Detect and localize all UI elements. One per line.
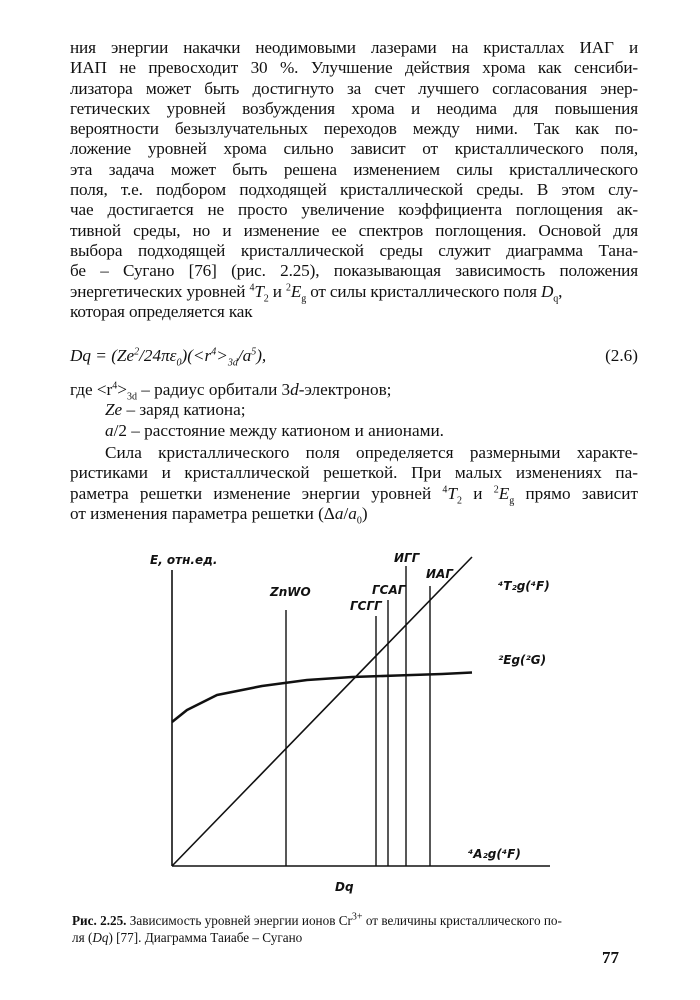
curve-label-t2g: ⁴T₂g(⁴F) <box>498 579 550 593</box>
text-line: тивной среды, но и изменение ее спектров поглощения. Основой для <box>70 220 638 240</box>
text-line: выбора подходящей кристаллической среды служит диаграмма Тана- <box>70 240 638 260</box>
text-line-levels-2: раметра решетки изменение энергии уровней $^4T_2$ и $^2E_g$ прямо зависит <box>70 483 638 507</box>
equation-2-6 <box>70 346 638 368</box>
text-line-lattice: от изменения параметра решетки $(\Delta a/a_0)$ <box>70 503 368 527</box>
marker-label-4: ИАГ <box>426 567 453 581</box>
text-line: которая определяется как <box>70 301 253 321</box>
text-line: вероятности безызлучательных переходов между ними. Так как по- <box>70 119 638 139</box>
equation-definitions <box>70 380 638 441</box>
equation-number: (2.6) <box>605 346 638 365</box>
figure-caption: Рис. 2.25. Зависимость уровней энергии ионов $Cr^{3+}$ от величины кристаллического по- ля (Dq) [77]. Диаграмма Таиабе – Сугано <box>72 911 562 945</box>
x-axis-label: Dq <box>335 880 354 894</box>
tanabe-sugano-diagram <box>150 548 570 898</box>
equation-formula: $Dq = (Ze^2/24\pi\varepsilon_0)(<r^4>_{3d}/a^5)$, <box>70 346 267 369</box>
text-line: ИАП не превосходит 30 %. Улучшение действия хрома как сенсиби- <box>70 58 638 78</box>
text-line: ложение уровней хрома сильно зависит от кристаллического поля, <box>70 139 638 159</box>
text-line: гетических уровней возбуждения хрома и неодима для повышения <box>70 98 638 118</box>
definition-ze: Ze – заряд катиона; <box>105 400 246 420</box>
curve-label-a2g: ⁴A₂g(⁴F) <box>468 847 521 861</box>
marker-label-2: ГСАГ <box>372 583 406 597</box>
marker-label-3: ИГГ <box>394 551 420 565</box>
definition-r: где $<r^4>_{3d}$ – радиус орбитали 3d-электронов; <box>70 380 392 403</box>
marker-label-1: ГСГГ <box>350 599 382 613</box>
text-line: поля, т.е. подбором подходящей кристаллической среды. В этом слу- <box>70 180 638 200</box>
paragraph-1 <box>70 38 638 322</box>
text-line: ния энергии накачки неодимовыми лазерами на кристаллах ИАГ и <box>70 38 638 57</box>
series-eg-curve <box>172 673 472 723</box>
text-line: эта задача может быть решена изменением силы кристаллического <box>70 159 638 179</box>
series-t2g-line <box>172 557 472 866</box>
diagram-svg <box>150 548 570 898</box>
text-line: ристиками и кристаллической решеткой. При малых изменениях па- <box>70 463 638 483</box>
paragraph-2 <box>70 443 638 527</box>
definition-a: a/2 – расстояние между катионом и анионами. <box>105 420 444 440</box>
y-axis-label: E, отн.ед. <box>150 553 218 567</box>
text-line: чае достигается не просто увеличение коэффициента поглощения ак- <box>70 200 638 220</box>
marker-label-0: ZnWO <box>270 585 311 599</box>
text-line-levels: энергетических уровней $^4T_2$ и $^2E_g$ от силы кристаллического поля $D_q$, <box>70 281 563 304</box>
curve-label-eg: ²Eg(²G) <box>498 653 547 667</box>
text-line: Сила кристаллического поля определяется размерными характе- <box>105 443 638 462</box>
text-line: лизатора может быть достигнуто за счет лучшего согласования энер- <box>70 78 638 98</box>
text-line: бе – Сугано [76] (рис. 2.25), показывающая зависимость положения <box>70 261 638 281</box>
page-number: 77 <box>602 948 619 967</box>
